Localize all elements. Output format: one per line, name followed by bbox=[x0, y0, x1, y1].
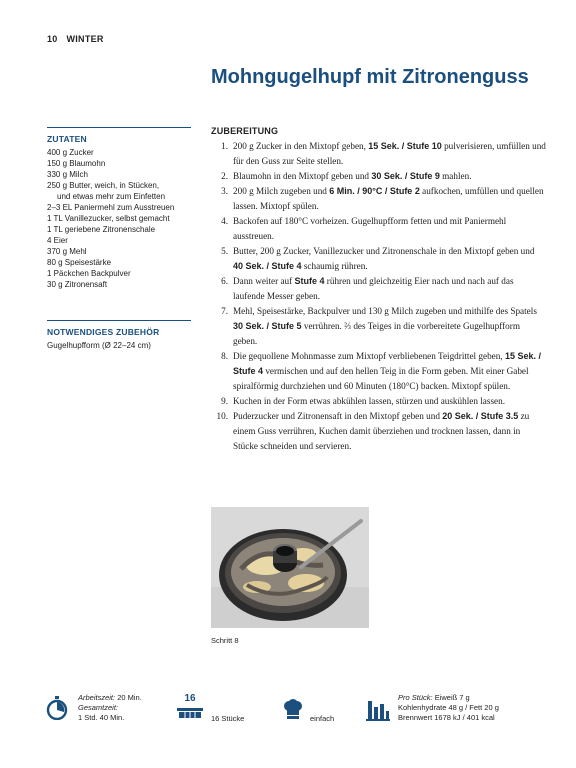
step-text-part: Backofen auf 180°C vorheizen. Gugelhupfform fetten und mit Paniermehl ausstreuen. bbox=[233, 216, 507, 241]
step-setting: 15 Sek. / Stufe 10 bbox=[368, 141, 442, 151]
step-text bbox=[233, 184, 546, 214]
step-item bbox=[211, 169, 546, 184]
step-number: 9. bbox=[221, 396, 228, 406]
step-text bbox=[233, 169, 546, 184]
work-time-label: Arbeitszeit: bbox=[78, 693, 116, 702]
preparation-section bbox=[211, 126, 546, 454]
step-text bbox=[233, 349, 546, 394]
step-text-part: pulverisieren, umfüllen und für den Guss zur Seite stellen. bbox=[233, 141, 546, 166]
ingredient-item: 1 Päckchen Backpulver bbox=[47, 269, 131, 278]
equipment-item: Gugelhupfform (Ø 22–24 cm) bbox=[47, 341, 151, 350]
step-text-part: Blaumohn in den Mixtopf geben und bbox=[233, 171, 372, 181]
servings-number: 16 bbox=[184, 693, 196, 704]
step-number: 4. bbox=[221, 216, 228, 226]
step-text-part: mahlen. bbox=[439, 171, 472, 181]
step-setting: 20 Sek. / Stufe 3.5 bbox=[442, 411, 519, 421]
step-text-part: verrühren. ⅔ des Teiges in die vorbereitete Gugelhupfform geben. bbox=[233, 321, 520, 346]
step-item bbox=[211, 214, 546, 244]
difficulty-label: einfach bbox=[310, 714, 335, 723]
step-item bbox=[211, 184, 546, 214]
ingredient-item: 30 g Zitronensaft bbox=[47, 280, 108, 289]
step-setting: Stufe 4 bbox=[294, 276, 325, 286]
page-header bbox=[47, 34, 104, 44]
carbs-fat-value: Kohlenhydrate 48 g / Fett 20 g bbox=[398, 703, 499, 712]
work-time-value: 20 Min. bbox=[117, 693, 142, 702]
page-number: 10 bbox=[47, 34, 58, 44]
recipe-info-bar bbox=[0, 688, 576, 728]
step-item bbox=[211, 394, 546, 409]
step-setting: 40 Sek. / Stufe 4 bbox=[233, 261, 302, 271]
cake-slices-icon bbox=[176, 707, 204, 719]
photo-caption: Schritt 8 bbox=[211, 636, 239, 645]
equipment-heading: NOTWENDIGES ZUBEHÖR bbox=[47, 320, 191, 338]
step-text bbox=[233, 214, 546, 244]
step-text-part: zu einem Guss verrühren, Kuchen damit überziehen und trocknen lassen, dann in Stücke schneiden und servieren. bbox=[233, 411, 530, 451]
total-time-value: 1 Std. 40 Min. bbox=[78, 713, 125, 722]
step-text-part: Mehl, Speisestärke, Backpulver und 130 g Milch zugeben und mithilfe des Spatels bbox=[233, 306, 537, 316]
ingredient-item: 4 Eier bbox=[47, 236, 68, 245]
step-text bbox=[233, 409, 546, 454]
step-item bbox=[211, 244, 546, 274]
cake-pan-illustration bbox=[211, 507, 369, 628]
energy-value: Brennwert 1678 kJ / 401 kcal bbox=[398, 713, 495, 722]
step-text-part: Die gequollene Mohnmasse zum Mixtopf verbliebenen Teigdrittel geben, bbox=[233, 351, 505, 361]
nutrition-info bbox=[398, 693, 499, 723]
ingredient-item: 2–3 EL Paniermehl zum Ausstreuen bbox=[47, 203, 175, 212]
nutrition-label: Pro Stück: bbox=[398, 693, 433, 702]
step-setting: 15 Sek. / Stufe 4 bbox=[233, 351, 541, 376]
step-text-part: Butter, 200 g Zucker, Vanillezucker und Zitronenschale in den Mixtopf geben und bbox=[233, 246, 535, 256]
step-setting: 6 Min. / 90°C / Stufe 2 bbox=[329, 186, 420, 196]
section-name: WINTER bbox=[66, 34, 104, 44]
equipment-section bbox=[47, 320, 191, 351]
ingredient-item: 150 g Blaumohn bbox=[47, 159, 106, 168]
step-text bbox=[233, 139, 546, 169]
step-text-part: Dann weiter auf bbox=[233, 276, 295, 286]
ingredient-item: 370 g Mehl bbox=[47, 247, 87, 256]
step-number: 1. bbox=[221, 141, 228, 151]
step-item bbox=[211, 349, 546, 394]
step-number: 7. bbox=[221, 306, 228, 316]
step-text bbox=[233, 394, 546, 409]
ingredients-heading: ZUTATEN bbox=[47, 127, 191, 145]
step-text bbox=[233, 244, 546, 274]
step-text-part: Puderzucker und Zitronensaft in den Mixtopf geben und bbox=[233, 411, 443, 421]
step-item bbox=[211, 409, 546, 454]
step-item bbox=[211, 139, 546, 169]
step-setting: 30 Sek. / Stufe 5 bbox=[233, 321, 302, 331]
steps-list bbox=[211, 139, 546, 454]
time-info bbox=[78, 693, 142, 723]
step-item bbox=[211, 304, 546, 349]
nutrition-chart-icon bbox=[366, 697, 390, 721]
step-number: 2. bbox=[221, 171, 228, 181]
ingredient-item: 80 g Speisestärke bbox=[47, 258, 112, 267]
ingredients-list bbox=[47, 147, 191, 290]
step-text bbox=[233, 304, 546, 349]
ingredient-item: 1 TL geriebene Zitronenschale bbox=[47, 225, 156, 234]
step-text-part: schaumig rühren. bbox=[301, 261, 368, 271]
ingredient-item: und etwas mehr zum Einfetten bbox=[57, 192, 166, 201]
servings-label: 16 Stücke bbox=[211, 714, 245, 723]
step-number: 3. bbox=[221, 186, 228, 196]
chef-hat-icon bbox=[283, 699, 303, 719]
ingredient-item: 400 g Zucker bbox=[47, 148, 94, 157]
preparation-heading: ZUBEREITUNG bbox=[211, 126, 279, 136]
step-text-part: 200 g Milch zugeben und bbox=[233, 186, 330, 196]
step-item bbox=[211, 274, 546, 304]
step-text-part: 200 g Zucker in den Mixtopf geben, bbox=[233, 141, 369, 151]
step-text-part: Kuchen in der Form etwas abkühlen lassen, stürzen und auskühlen lassen. bbox=[233, 396, 505, 406]
protein-value: Eiweiß 7 g bbox=[434, 693, 470, 702]
step-text-part: vermischen und auf den hellen Teig in die Form geben. Mit einer Gabel spiralförmig durchziehen und 60 Minuten (180°C) backen. Mixtopf spülen. bbox=[233, 366, 529, 391]
step-number: 10. bbox=[216, 411, 228, 421]
step-text-part: aufkochen, umfüllen und quellen lassen. Mixtopf spülen. bbox=[233, 186, 544, 211]
ingredient-item: 250 g Butter, weich, in Stücken, bbox=[47, 181, 160, 190]
step-number: 8. bbox=[221, 351, 228, 361]
sidebar bbox=[47, 127, 191, 351]
step-text bbox=[233, 274, 546, 304]
step-photo bbox=[211, 507, 369, 628]
ingredient-item: 1 TL Vanillezucker, selbst gemacht bbox=[47, 214, 170, 223]
total-time-label: Gesamtzeit: bbox=[78, 703, 119, 712]
step-setting: 30 Sek. / Stufe 9 bbox=[371, 171, 440, 181]
recipe-title: Mohngugelhupf mit Zitronenguss bbox=[211, 66, 529, 88]
step-number: 6. bbox=[221, 276, 228, 286]
step-text-part: rühren und gleichzeitig Eier nach und nach auf das laufende Messer geben. bbox=[233, 276, 514, 301]
step-number: 5. bbox=[221, 246, 228, 256]
ingredient-item: 330 g Milch bbox=[47, 170, 88, 179]
timer-icon bbox=[46, 696, 68, 720]
